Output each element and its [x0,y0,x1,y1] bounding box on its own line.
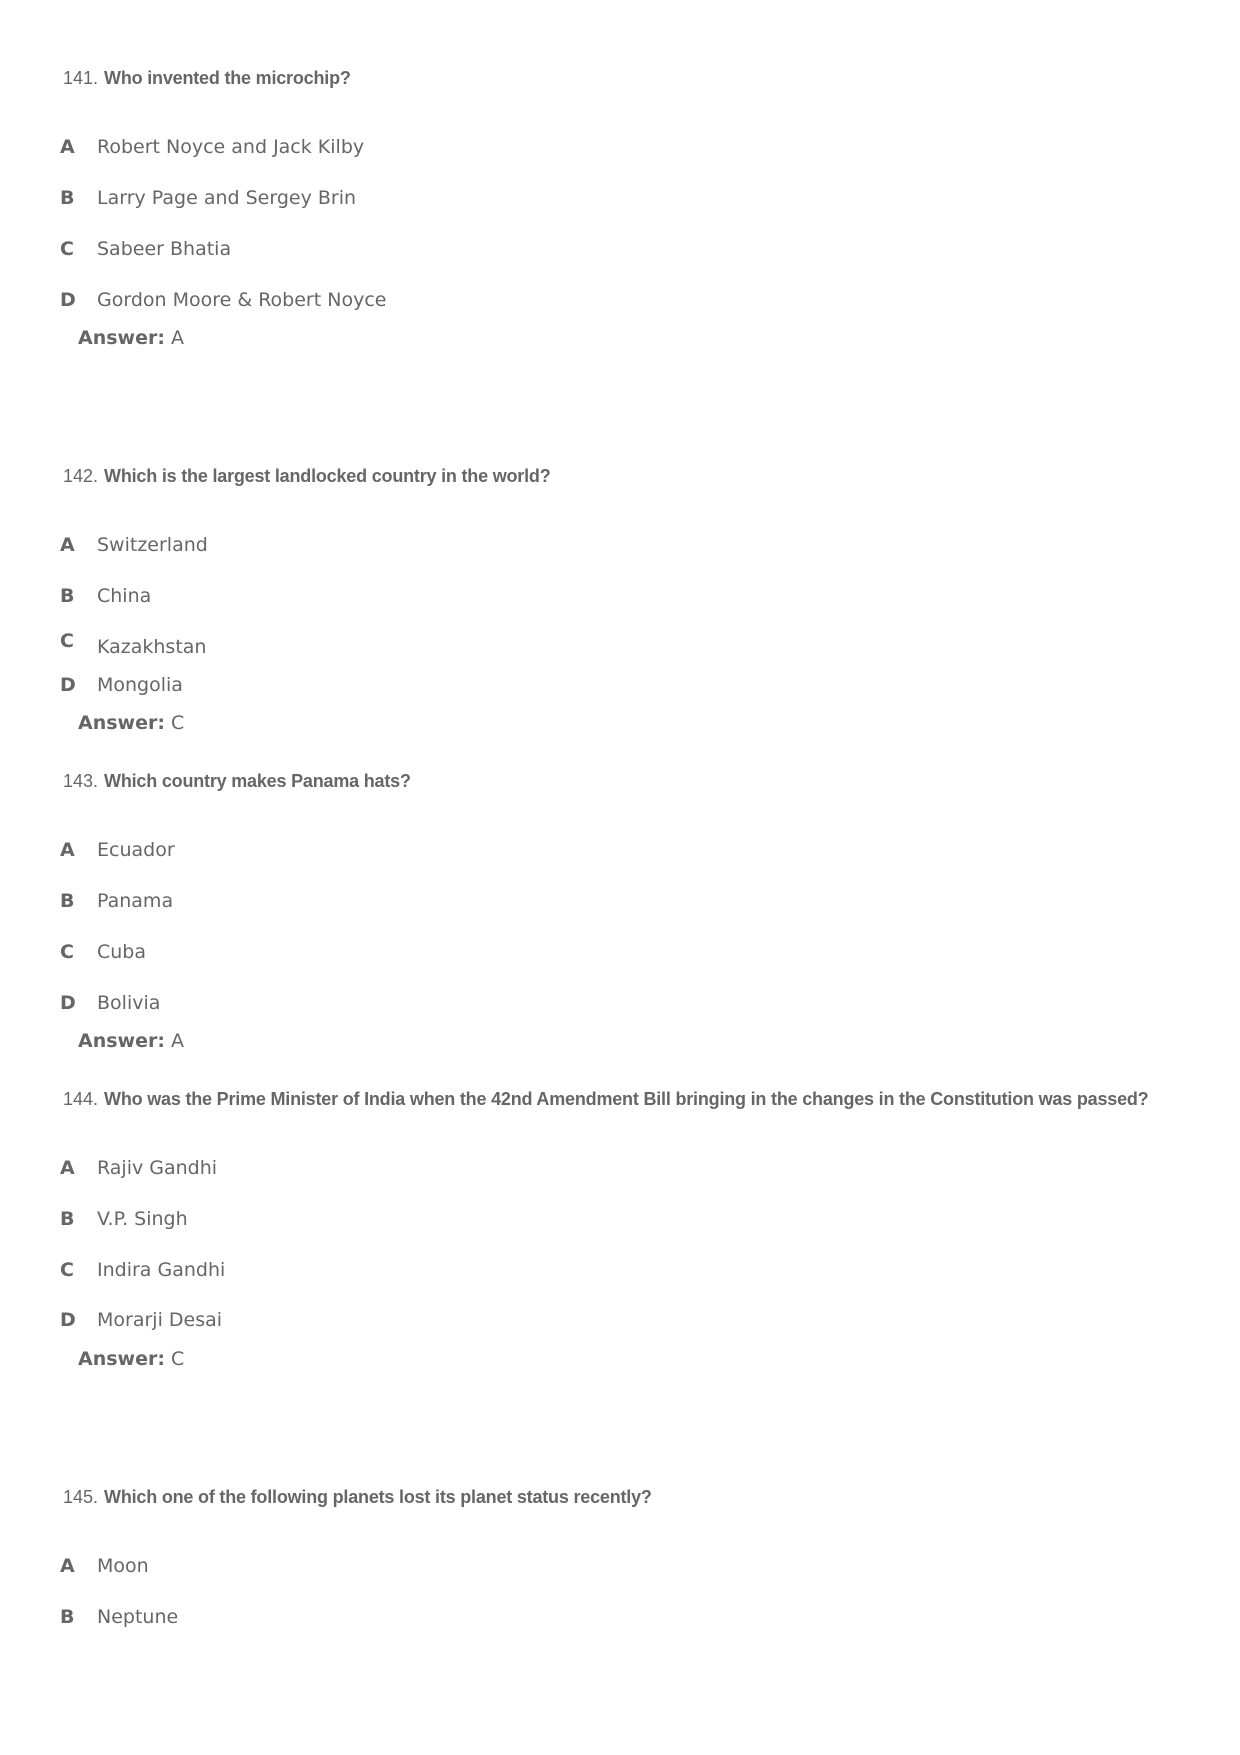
option-text: Morarji Desai [97,1309,223,1331]
question-143-option-b [60,889,173,913]
option-letter: C [60,1259,74,1281]
question-144-option-a [60,1156,217,1180]
option-letter: B [60,187,75,209]
option-letter: D [60,674,76,696]
option-letter: B [60,1208,75,1230]
question-text: Who invented the microchip? [104,68,351,88]
question-text: Which is the largest landlocked country in the world? [104,466,551,486]
option-text: China [97,585,152,607]
question-144-heading [63,1088,1148,1110]
question-142-option-b [60,584,151,608]
question-number: 143. [63,771,99,791]
option-text: Cuba [97,941,147,963]
option-letter: C [60,238,74,260]
question-145-option-a [60,1554,149,1578]
option-letter: A [60,1157,75,1179]
option-letter: C [60,941,74,963]
answer-label: Answer: [78,712,165,734]
option-text: Mongolia [97,674,183,696]
question-141-answer [78,326,184,350]
option-text: V.P. Singh [97,1208,188,1230]
answer-label: Answer: [78,1348,165,1370]
question-142-option-d [60,673,183,697]
option-text: Neptune [97,1606,179,1628]
option-text: Bolivia [97,992,161,1014]
question-number: 142. [63,466,99,486]
question-142-answer [78,711,184,735]
option-text: Panama [97,890,174,912]
question-141-option-c [60,237,231,261]
question-144-option-b [60,1207,188,1231]
option-letter: A [60,534,75,556]
question-number: 145. [63,1487,99,1507]
question-141-option-a [60,135,364,159]
question-text: Which country makes Panama hats? [104,771,411,791]
option-text: Indira Gandhi [97,1259,226,1281]
option-letter: D [60,1309,76,1331]
question-143-answer [78,1029,184,1053]
answer-label: Answer: [78,1030,165,1052]
question-145-option-b [60,1605,178,1629]
question-143-option-c [60,940,146,964]
option-text: Gordon Moore & Robert Noyce [97,289,387,311]
answer-value: C [170,1348,185,1370]
option-text: Rajiv Gandhi [97,1157,218,1179]
option-letter: B [60,1606,75,1628]
question-143-option-a [60,838,175,862]
question-143-option-d [60,991,160,1015]
option-letter: D [60,992,76,1014]
question-144-option-d [60,1308,222,1332]
question-number: 144. [63,1089,99,1109]
answer-label: Answer: [78,327,165,349]
answer-value: C [170,712,185,734]
option-letter: A [60,1555,75,1577]
question-144-answer [78,1347,184,1371]
question-141-option-d [60,288,386,312]
option-text: Moon [97,1555,149,1577]
option-text: Robert Noyce and Jack Kilby [97,136,365,158]
answer-value: A [170,1030,184,1052]
question-145-heading [63,1486,652,1508]
question-143-heading [63,770,411,792]
question-number: 141. [63,68,99,88]
answer-value: A [170,327,184,349]
option-letter: B [60,585,75,607]
option-letter: C [60,630,74,652]
question-141-heading [63,67,351,89]
option-letter: A [60,136,75,158]
question-text: Which one of the following planets lost its planet status recently? [104,1487,652,1507]
question-142-heading [63,465,551,487]
option-text: Sabeer Bhatia [97,238,232,260]
question-142-option-a [60,533,208,557]
option-letter: A [60,839,75,861]
option-text: Ecuador [97,839,175,861]
option-text: Switzerland [97,534,208,556]
option-text: Kazakhstan [97,636,207,658]
option-text: Larry Page and Sergey Brin [97,187,357,209]
question-144-option-c [60,1258,225,1282]
question-141-option-b [60,186,356,210]
question-text: Who was the Prime Minister of India when the 42nd Amendment Bill bringing in the changes in the Constitution was passed? [104,1089,1149,1109]
option-letter: D [60,289,76,311]
option-letter: B [60,890,75,912]
question-142-option-c [60,630,207,659]
